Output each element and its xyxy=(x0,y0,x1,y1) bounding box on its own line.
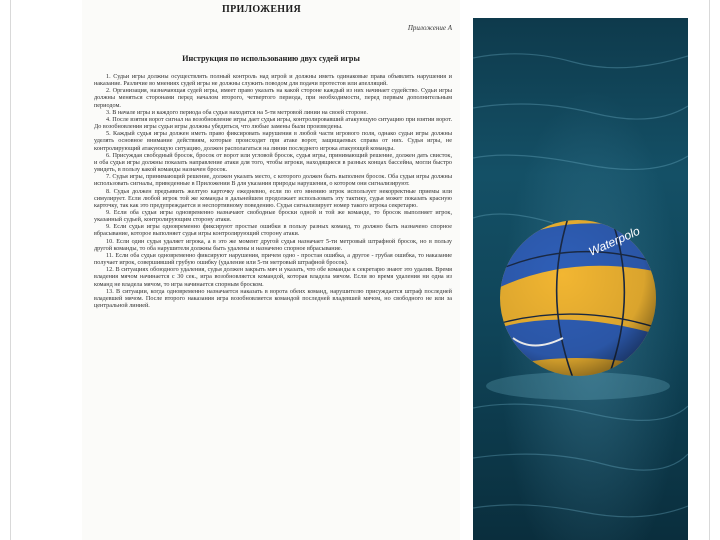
paragraph: 11. Если оба судьи одновременно фиксируют нарушения, причем одно - простая ошибка, а другое - грубая ошибка, то наказание получает игрок, совершивший грубую ошибку (удаление или 5-ти метровый штрафной бросок). xyxy=(94,251,452,267)
water-polo-photo xyxy=(473,18,688,540)
paragraph: 9. Если оба судьи игры одновременно назначают свободные броски одной и той же команде, то бросок выполняет игрок, указанный судьей, контролирующим сторону атаки. xyxy=(94,208,452,224)
water-polo-ball xyxy=(498,218,663,378)
paragraph: 12. В ситуациях обоюдного удаления, судья должен закрыть мяч и указать, что обе команды к секретарю знают это удалив. Время владения мячом начинается с 30 сек., игра возобновляется командой, которая владела мячом. Если во время удаления ни одна из команд не владела мячом, то игра начинается спорным броском. xyxy=(94,266,452,288)
document-title: Инструкция по использованию двух судей игры xyxy=(182,54,360,63)
paragraph: 6. Присуждая свободный бросок, бросок от ворот или угловой бросок, судья игры, принимающий решение, должен дать свисток, и оба судьи игры должны показать направление атаки для того, чтобы игроки, находящиеся в разных концах бассейна, могли быстро увидеть, в пользу какой команды назначен бросок. xyxy=(94,151,452,174)
paragraph: 10. Если один судья удаляет игрока, а в это же момент другой судья назначает 5-ти метровый штрафной бросок, но в пользу другой команды, то оба нарушителя должны быть удалены и назначено спорное вбрасывание. xyxy=(94,237,452,252)
paragraph: 1. Судьи игры должны осуществлять полный контроль над игрой и должны иметь одинаковые права объявлять нарушения и наказание. Различие во мнениях судей игры не должны служить поводом для подачи протестов или апелляций. xyxy=(94,73,452,88)
paragraph: 13. В ситуации, когда одновременно назначается наказать в ворота обеих команд, нарушителю присуждается штраф последней владевшей мячом. После второго наказания игра возобновляется командой последней владевшей мячом, но свободного не или за центральной линией. xyxy=(94,287,452,309)
ball-reflection xyxy=(486,372,670,400)
paragraph: 9. Если судьи игры одновременно фиксируют простые ошибки в пользу разных команд, то должно быть назначено спорное вбрасывание, которое выполняет судья игры контролирующий сторону атаки. xyxy=(94,223,452,238)
paragraph: 4. После взятия ворот сигнал на возобновление игры дает судья игры, контролировавший атакующую ситуацию при взятии ворот. До возобновления игры судьи игры должны убедиться, что любые замены были произведены. xyxy=(94,115,452,131)
ball-brand-text: Waterpolo xyxy=(586,223,642,259)
paragraph: 2. Организация, назначающая судей игры, имеет право указать на какой стороне каждый из них начинает судейство. Судьи игры должны меняться сторонами перед началом второго, четвертого периода, при необходимости, перед первым дополнительным периодом. xyxy=(94,87,452,109)
paragraph: 7. Судья игры, принимающий решение, должен указать место, с которого должен быть выполнен бросок. Оба судьи игры должны использовать сигналы, приведенные в Приложении В для указания природы нарушения, о котором они сигнализируют. xyxy=(94,173,452,188)
document-header: ПРИЛОЖЕНИЯ xyxy=(222,4,301,15)
water-scene xyxy=(473,18,688,540)
appendix-label: Приложение А xyxy=(407,24,452,32)
paragraph: 3. В начале игры и каждого периода оба судьи находятся на 5-ти метровой линии на своей стороне. xyxy=(106,108,368,116)
document-body xyxy=(94,73,452,538)
paragraph: 5. Каждый судья игры должен иметь право фиксировать нарушения в любой части игрового поля, однако судьи игры должны уделять основное внимание действиям, которые происходят при атаке ворот, защищаемых справа от них. Судья игры, не контролирующий атакующую ситуацию, должен располагаться на линии последнего игрока атакующей команды. xyxy=(94,130,452,152)
paragraph: 8. Судья должен предъявить желтую карточку ежедневно, если по его мнению игрок использует некорректные приемы или симулирует. Если любой игрок той же команды в дальнейшем продолжает использовать эту тактику, судья может показать красную карточку, так как это предупреждается и неспортивному поведению. Судья сигнализирует номер такого игрока секретарю. xyxy=(94,187,452,209)
document-page xyxy=(82,0,460,540)
